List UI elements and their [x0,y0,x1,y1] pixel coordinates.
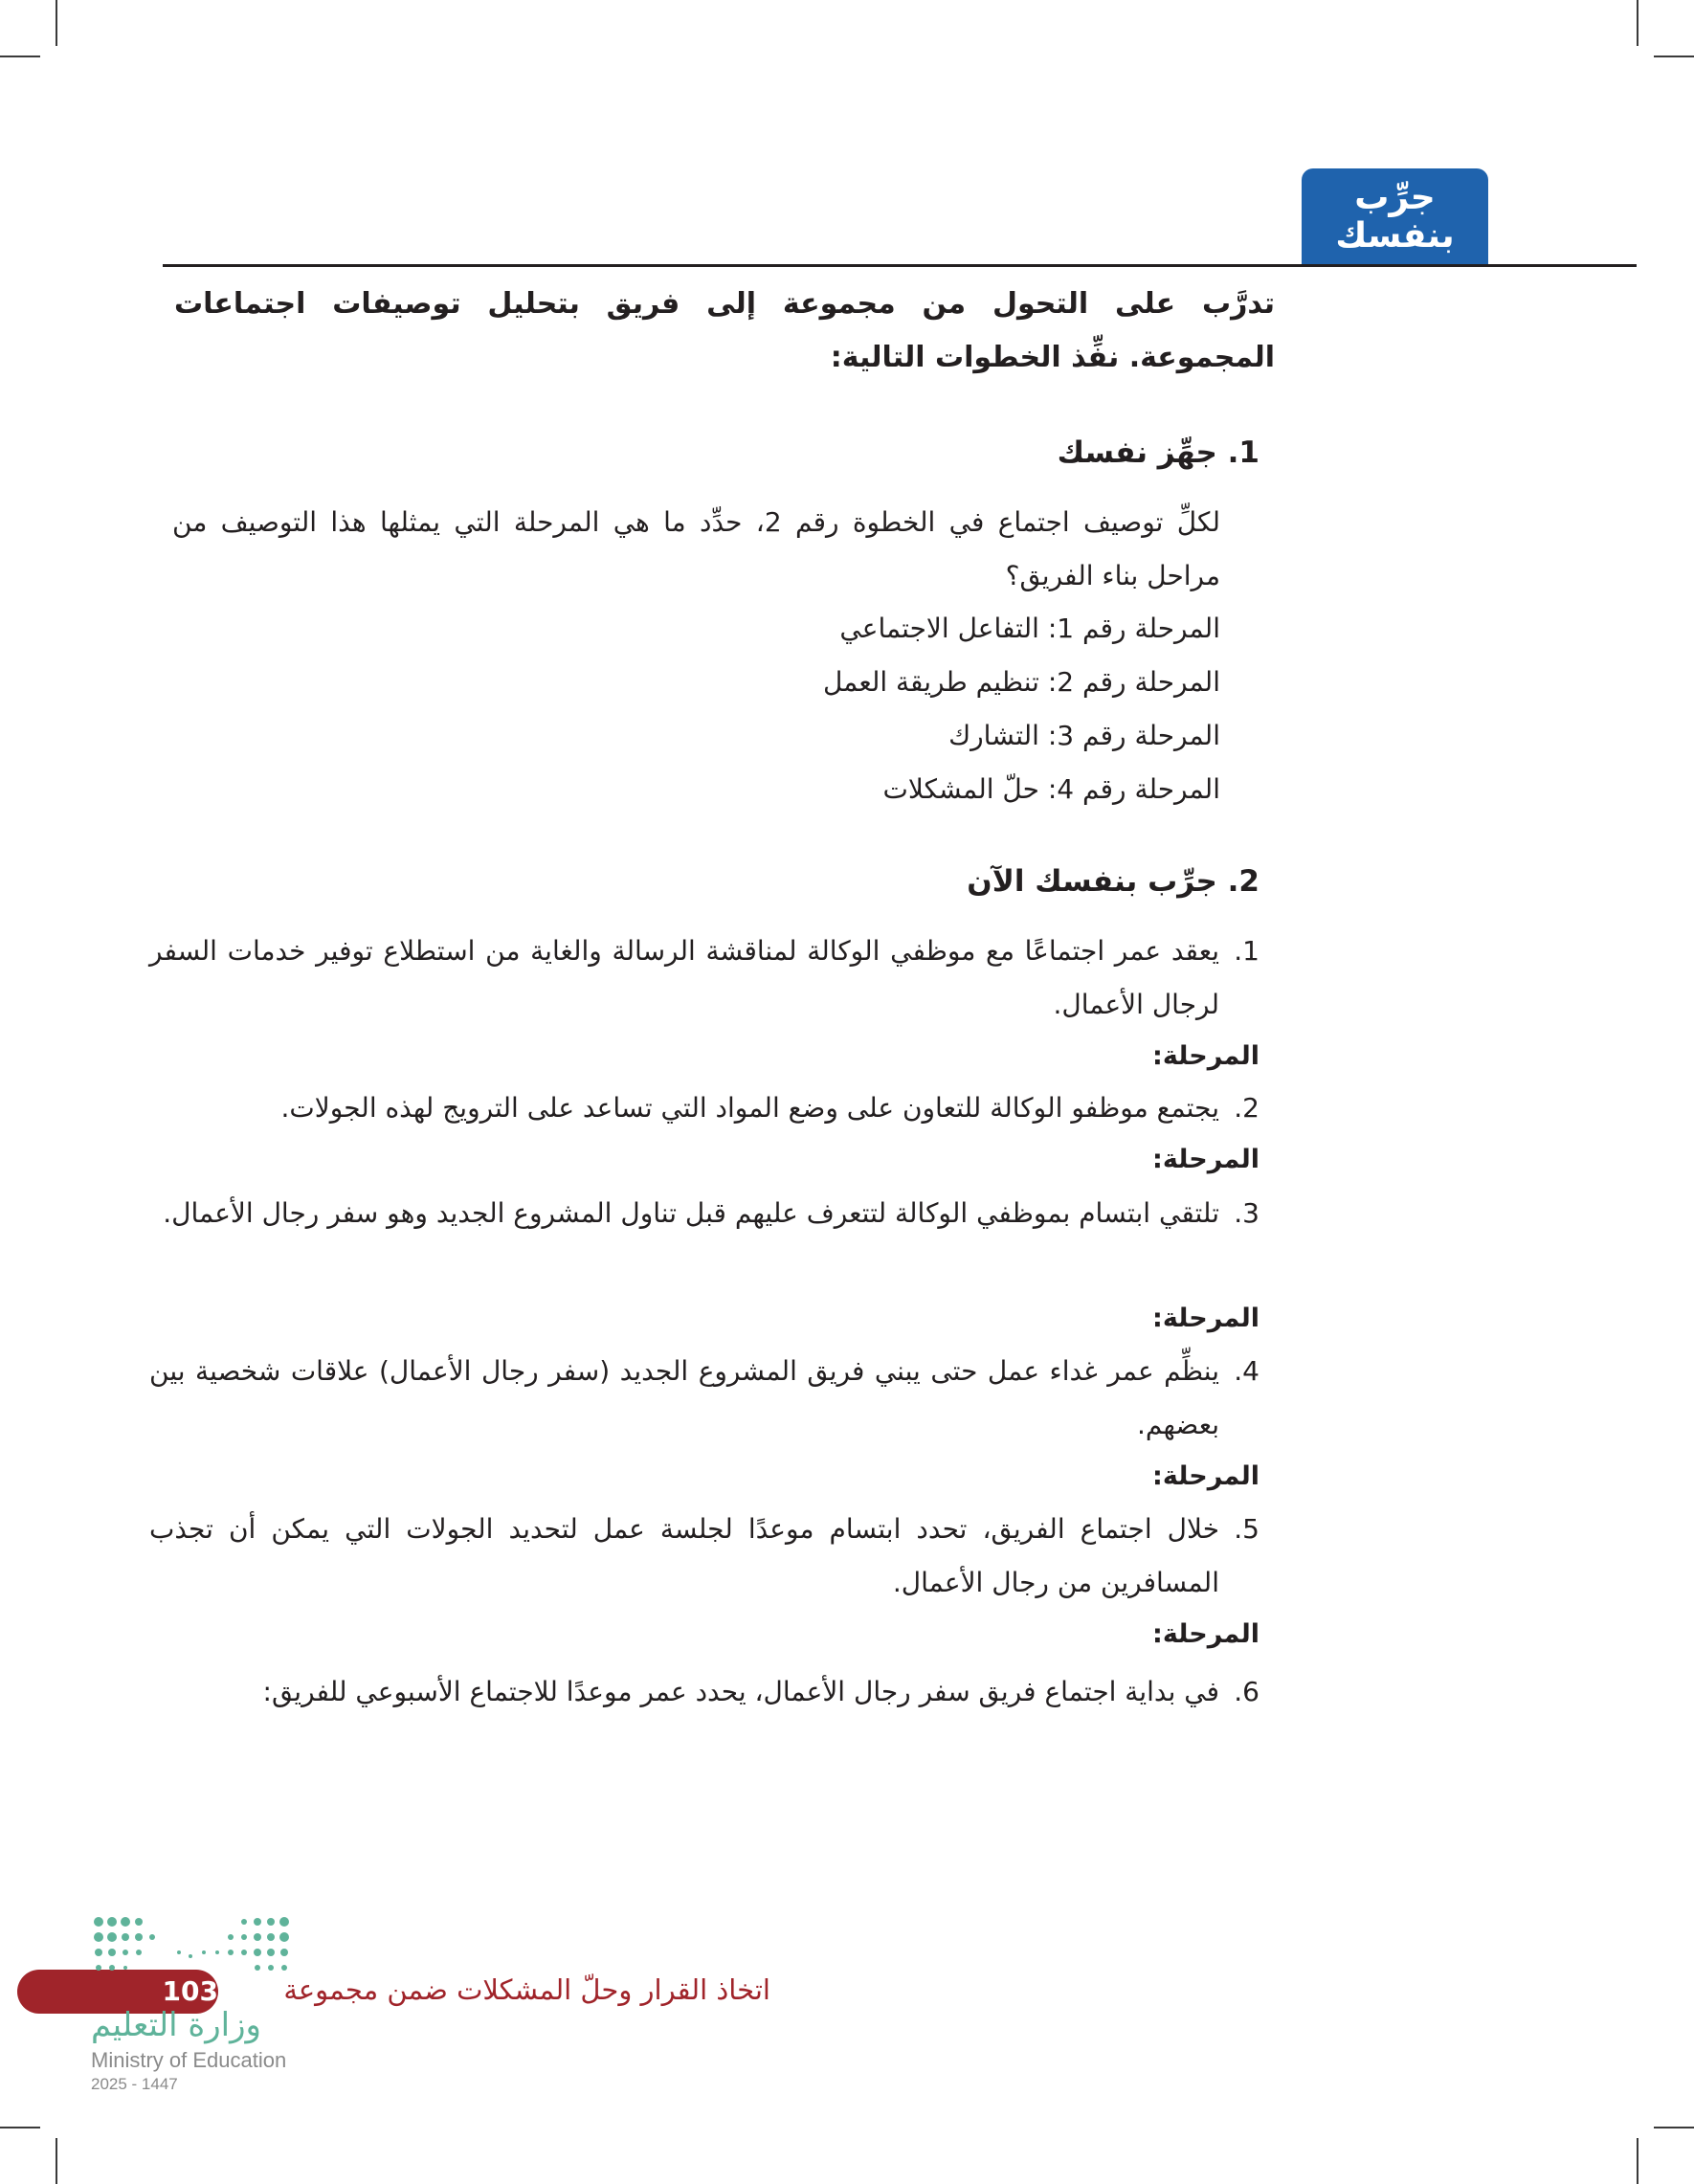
crop-mark [1654,2127,1694,2128]
try-yourself-badge [1302,168,1488,266]
crop-mark [0,56,40,57]
badge-line-1: جرِّب [1354,178,1436,217]
stage-label: المرحلة: [1152,1461,1259,1491]
item-number: 2. [1234,1092,1259,1124]
crop-mark [56,2138,57,2184]
ministry-logo [91,1914,321,2106]
section-2-title: 2. جرِّب بنفسك الآن [967,864,1259,899]
page-number: 103 [162,1975,218,2007]
crop-mark [0,2127,40,2128]
badge-line-2: بنفسك [1335,216,1455,256]
section-1-body: لكلِّ توصيف اجتماع في الخطوة رقم 2، حدِّد ما هي المرحلة التي يمثلها هذا التوصيف من مراحل بناء الفريق؟ [172,506,1220,591]
intro-text: تدرَّب على التحول من مجموعة إلى فريق بتحليل توصيفات اجتماعات المجموعة. نفِّذ الخطوات التالية: [174,287,1275,374]
item-text: ينظِّم عمر غداء عمل حتى يبني فريق المشروع الجديد (سفر رجال الأعمال) علاقات شخصية بين بعضهم. [149,1355,1219,1440]
item-number: 5. [1234,1513,1259,1545]
ministry-name-ar: وزارة التعليم [91,2006,261,2044]
chapter-title: اتخاذ القرار وحلّ المشكلات ضمن مجموعة [283,1973,770,2006]
item-text: يجتمع موظفو الوكالة للتعاون على وضع المواد التي تساعد على الترويج لهذه الجولات. [280,1092,1219,1124]
stage-label: المرحلة: [1152,1145,1259,1174]
stage-label: المرحلة: [1152,1041,1259,1071]
stage-item: المرحلة رقم 4: حلّ المشكلات [882,773,1220,805]
stage-item: المرحلة رقم 2: تنظيم طريقة العمل [822,666,1220,698]
stage-item: المرحلة رقم 3: التشارك [948,720,1220,751]
crop-mark [1654,56,1694,57]
section-1-title: 1. جهِّز نفسك [1057,435,1259,470]
header-rule [163,264,1637,267]
item-text: يعقد عمر اجتماعًا مع موظفي الوكالة لمناقشة الرسالة والغاية من استطلاع توفير خدمات السفر لرجال الأعمال. [149,935,1219,1020]
exercise-item [149,1187,1259,1240]
exercise-item [149,1503,1259,1610]
crop-mark [1637,0,1638,46]
item-number: 1. [1234,935,1259,967]
stage-list [823,602,1220,816]
stage-label: المرحلة: [1152,1304,1259,1333]
exercise-item [149,1345,1259,1452]
item-number: 3. [1234,1197,1259,1229]
crop-mark [56,0,57,46]
item-text: في بداية اجتماع فريق سفر رجال الأعمال، يحدد عمر موعدًا للاجتماع الأسبوعي للفريق: [262,1676,1219,1707]
ministry-year: 2025 - 1447 [91,2075,178,2093]
stage-label: المرحلة: [1152,1619,1259,1649]
exercise-item [149,925,1259,1032]
item-number: 6. [1234,1676,1259,1707]
exercise-item [149,1081,1259,1135]
item-text: خلال اجتماع الفريق، تحدد ابتسام موعدًا لجلسة عمل لتحديد الجولات التي يمكن أن تجذب المسافرين من رجال الأعمال. [149,1513,1219,1598]
item-text: تلتقي ابتسام بموظفي الوكالة لتتعرف عليهم قبل تناول المشروع الجديد وهو سفر رجال الأعمال. [163,1197,1219,1229]
ministry-name-en: Ministry of Education [91,2048,287,2072]
crop-mark [1637,2138,1638,2184]
item-number: 4. [1234,1355,1259,1387]
exercise-item [149,1665,1259,1719]
ministry-dots-icon [91,1914,301,1991]
stage-item: المرحلة رقم 1: التفاعل الاجتماعي [839,613,1220,644]
